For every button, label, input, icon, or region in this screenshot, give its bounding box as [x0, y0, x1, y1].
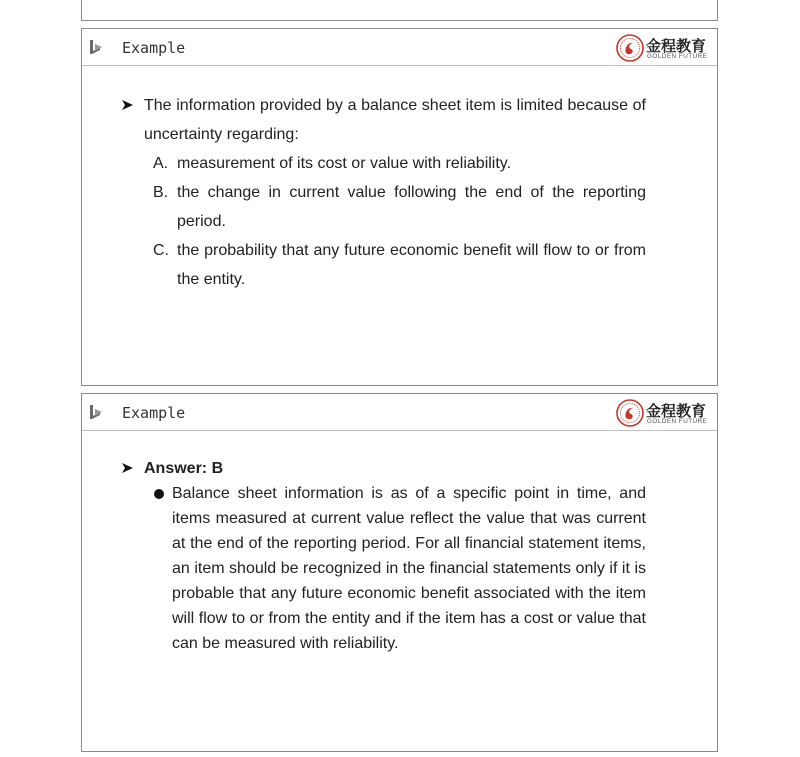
answer-block [122, 456, 646, 656]
golden-future-logo [616, 399, 708, 427]
explanation-text: Balance sheet information is as of a specific point in time, and items measured at current value reflect the value that was current at the end of the reporting period. For all financial statement items, an item should be recognized in the financial statements only if it is probable that any future economic benefit associated with the item will flow to or from the entity and if the item has a cost or value that can be measured with reliability. [172, 485, 646, 652]
slide-header [82, 394, 717, 431]
slide-logo-icon [88, 404, 104, 421]
logo-english-name: GOLDEN FUTURE [647, 418, 708, 425]
answer-slide [81, 393, 718, 752]
logo-chinese-name: 金程教育 [646, 38, 707, 55]
logo-chinese-name: 金程教育 [646, 403, 707, 420]
option-letter: C. [153, 242, 169, 259]
logo-english-name: GOLDEN FUTURE [647, 53, 708, 60]
option-b [153, 178, 646, 236]
slide-title: Example [122, 39, 186, 57]
slide-title: Example [122, 404, 186, 422]
slide-header [82, 29, 717, 66]
explanation-item [122, 481, 646, 656]
previous-slide-edge [81, 0, 718, 21]
answer-heading [122, 456, 646, 481]
arrow-bullet-icon [122, 91, 134, 120]
option-letter: A. [153, 155, 169, 172]
golden-future-emblem-icon [616, 399, 644, 427]
question-block [122, 91, 646, 294]
golden-future-logo [616, 34, 708, 62]
option-a [153, 149, 646, 178]
option-letter: B. [153, 184, 169, 201]
golden-future-emblem-icon [616, 34, 644, 62]
option-text: the probability that any future economic benefit will flow to or from the entity. [177, 242, 646, 288]
option-text: measurement of its cost or value with reliability. [177, 155, 512, 172]
question-slide [81, 28, 718, 386]
option-text: the change in current value following the end of the reporting period. [177, 184, 646, 230]
option-c [153, 236, 646, 294]
bullet-dot-icon [154, 489, 164, 499]
slide-logo-icon [88, 39, 104, 56]
answer-label: Answer: B [144, 460, 224, 477]
question-stem: The information provided by a balance sheet item is limited because of uncertainty regarding: [144, 97, 646, 143]
